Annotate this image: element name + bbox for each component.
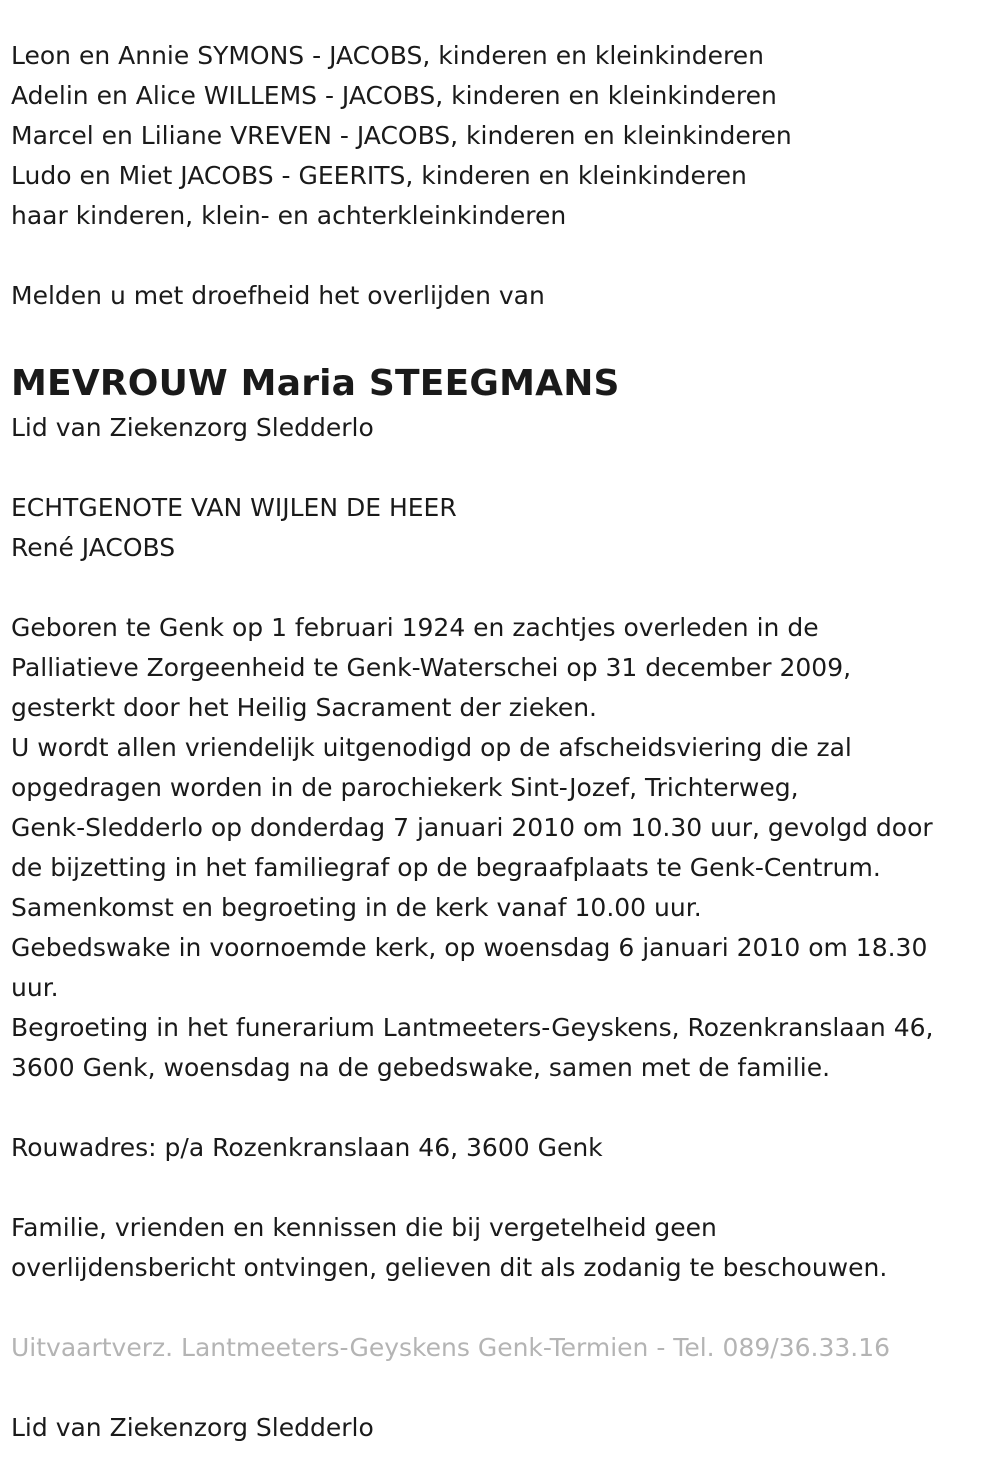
footer-membership: Lid van Ziekenzorg Sledderlo: [11, 1413, 374, 1442]
spacer: [11, 1088, 1000, 1128]
spacer: [11, 1168, 1000, 1208]
deceased-name: MEVROUW Maria STEEGMANS: [11, 363, 620, 404]
family-list: [11, 36, 1000, 236]
announcement-text: Melden u met droefheid het overlijden van: [11, 281, 545, 310]
details-line: U wordt allen vriendelijk uitgenodigd op de afscheidsviering die zal: [11, 733, 852, 762]
family-line: haar kinderen, klein- en achterkleinkinderen: [11, 201, 567, 230]
details-line: 3600 Genk, woensdag na de gebedswake, samen met de familie.: [11, 1053, 831, 1082]
spacer: [11, 448, 1000, 488]
notice-section: [11, 1208, 1000, 1288]
mourning-address: Rouwadres: p/a Rozenkranslaan 46, 3600 Genk: [11, 1133, 603, 1162]
details-line: Geboren te Genk op 1 februari 1924 en zachtjes overleden in de: [11, 613, 819, 642]
spouse-name: René JACOBS: [11, 533, 176, 562]
family-line: Leon en Annie SYMONS - JACOBS, kinderen en kleinkinderen: [11, 41, 764, 70]
spacer: [11, 568, 1000, 608]
details-line: Begroeting in het funerarium Lantmeeters-Geyskens, Rozenkranslaan 46,: [11, 1013, 934, 1042]
details-line: Gebedswake in voornoemde kerk, op woensdag 6 januari 2010 om 18.30: [11, 933, 928, 962]
notice-line: overlijdensbericht ontvingen, gelieven dit als zodanig te beschouwen.: [11, 1253, 888, 1282]
details-line: opgedragen worden in de parochiekerk Sint-Jozef, Trichterweg,: [11, 773, 799, 802]
details-section: [11, 608, 1000, 1088]
spouse-title: ECHTGENOTE VAN WIJLEN DE HEER: [11, 493, 457, 522]
details-line: uur.: [11, 973, 59, 1002]
details-line: Palliatieve Zorgeenheid te Genk-Waterschei op 31 december 2009,: [11, 653, 852, 682]
spacer: [11, 236, 1000, 276]
details-line: de bijzetting in het familiegraf op de begraafplaats te Genk-Centrum.: [11, 853, 881, 882]
deceased-membership: Lid van Ziekenzorg Sledderlo: [11, 413, 374, 442]
family-line: Marcel en Liliane VREVEN - JACOBS, kinderen en kleinkinderen: [11, 121, 792, 150]
undertaker-info: Uitvaartverz. Lantmeeters-Geyskens Genk-Termien - Tel. 089/36.33.16: [11, 1333, 891, 1362]
notice-line: Familie, vrienden en kennissen die bij vergetelheid geen: [11, 1213, 717, 1242]
spacer: [11, 1288, 1000, 1328]
spacer: [11, 1368, 1000, 1408]
spacer: [11, 316, 1000, 356]
details-line: Samenkomst en begroeting in de kerk vanaf 10.00 uur.: [11, 893, 702, 922]
details-line: gesterkt door het Heilig Sacrament der zieken.: [11, 693, 597, 722]
details-line: Genk-Sledderlo op donderdag 7 januari 2010 om 10.30 uur, gevolgd door: [11, 813, 933, 842]
family-line: Adelin en Alice WILLEMS - JACOBS, kinderen en kleinkinderen: [11, 81, 777, 110]
family-line: Ludo en Miet JACOBS - GEERITS, kinderen en kleinkinderen: [11, 161, 747, 190]
